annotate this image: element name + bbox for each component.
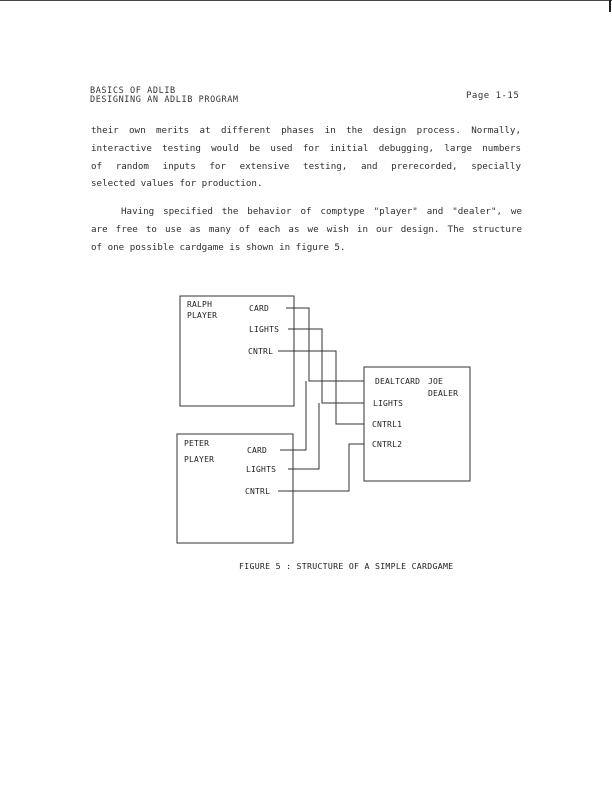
joe-name: JOE	[428, 377, 444, 386]
wire-peter-cntrl	[278, 444, 364, 491]
wire-ralph-cntrl	[278, 351, 364, 424]
paragraph-line: of one possible cardgame is shown in figure 5.	[91, 241, 346, 253]
ralph-port-lights: LIGHTS	[249, 325, 280, 334]
peter-name: PETER	[184, 439, 210, 448]
paragraph-line: of random inputs for extensive testing, and prerecorded, specially	[91, 160, 521, 172]
paragraph-line: are free to use as many of each as we wish in our design. The structure	[91, 223, 522, 235]
paragraph-line: Having specified the behavior of comptype "player" and "dealer", we	[121, 206, 522, 217]
joe-type: DEALER	[428, 389, 459, 398]
header-line-1: BASICS OF ADLIB	[90, 86, 176, 96]
figure-caption: FIGURE 5 : STRUCTURE OF A SIMPLE CARDGAME	[239, 561, 454, 571]
peter-port-lights: LIGHTS	[246, 465, 277, 474]
wire-ralph-lights	[288, 329, 364, 403]
joe-port-cntrl2: CNTRL2	[372, 440, 403, 449]
paragraph-line: interactive testing would be used for initial debugging, large numbers	[91, 142, 521, 154]
peter-type: PLAYER	[184, 455, 215, 464]
ralph-port-cntrl: CNTRL	[248, 347, 274, 356]
peter-port-card: CARD	[247, 446, 268, 455]
joe-port-cntrl1: CNTRL1	[372, 420, 403, 429]
paragraph-line: their own merits at different phases in the design process. Normally,	[91, 125, 521, 136]
joe-port-lights: LIGHTS	[373, 399, 404, 408]
header-line-2: DESIGNING AN ADLIB PROGRAM	[90, 95, 239, 105]
peter-player-box	[177, 434, 293, 543]
wire-ralph-card	[286, 308, 364, 381]
ralph-name: RALPH	[187, 300, 213, 309]
ralph-port-card: CARD	[249, 304, 270, 313]
paragraph-line: selected values for production.	[91, 178, 263, 190]
page-number: Page 1-15	[466, 91, 520, 101]
peter-port-cntrl: CNTRL	[245, 487, 271, 496]
joe-port-dealtcard: DEALTCARD	[375, 377, 421, 386]
ralph-type: PLAYER	[187, 311, 218, 320]
